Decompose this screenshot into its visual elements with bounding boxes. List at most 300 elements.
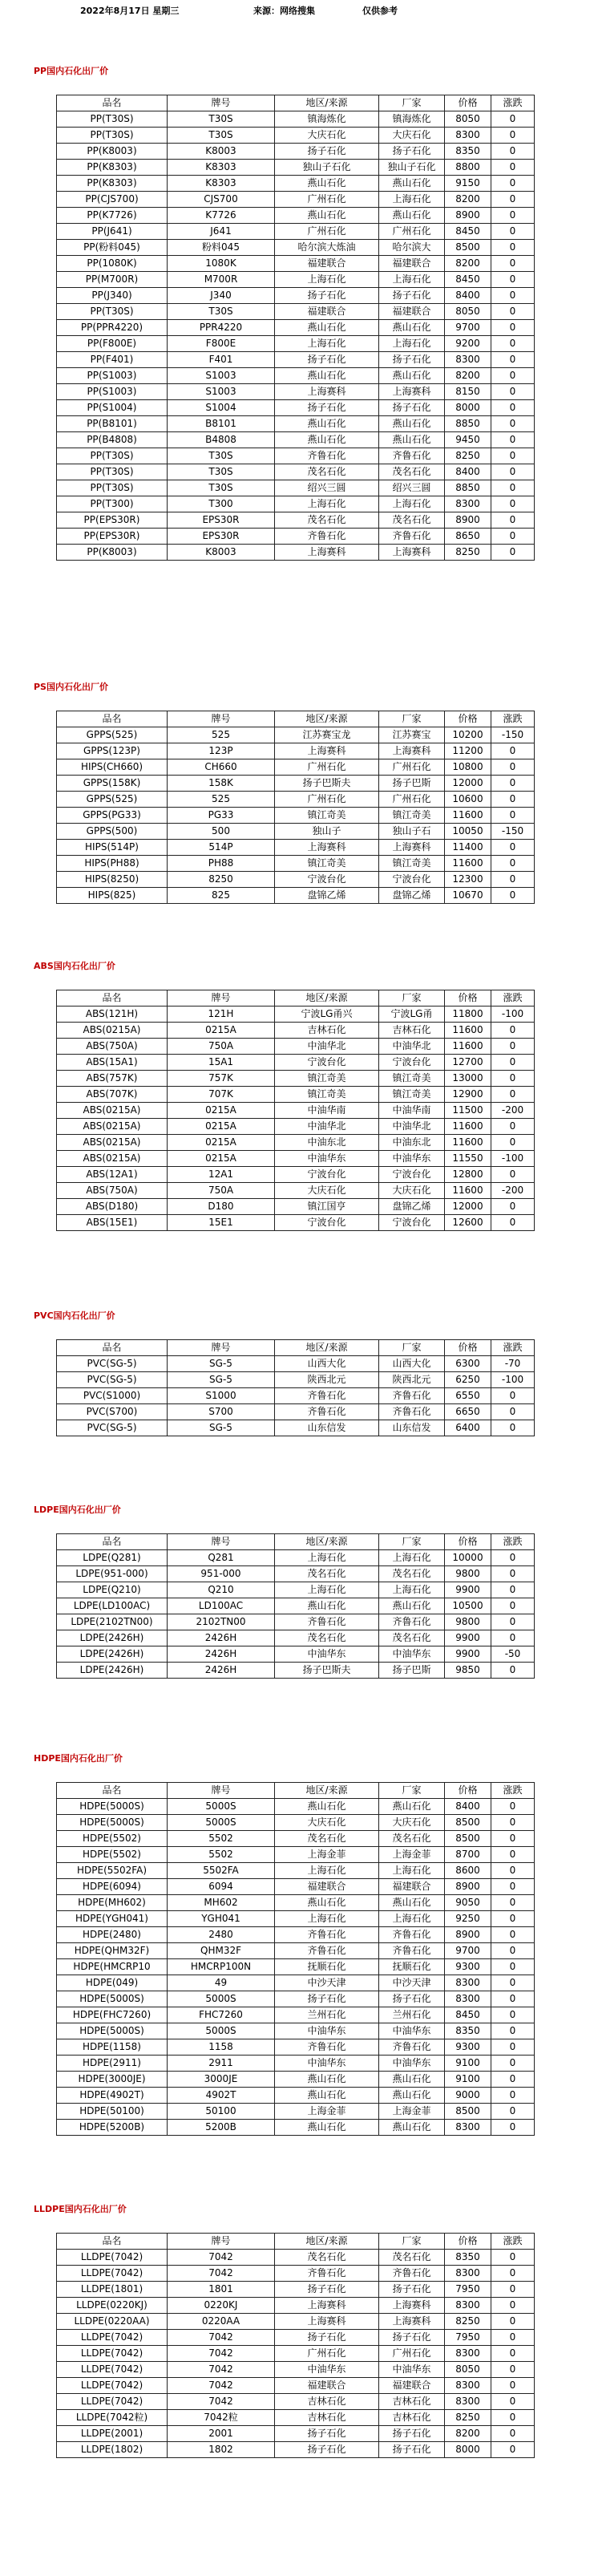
grade-cell: 50100 (168, 2104, 275, 2120)
manufacturer-cell: 上海石化 (379, 1911, 445, 1927)
grade-cell: 0215A (168, 1151, 275, 1167)
region-source-cell: 齐鲁石化 (275, 2266, 379, 2282)
manufacturer-cell: 镇江奇美 (379, 856, 445, 872)
region-source-cell: 中沙天津 (275, 1975, 379, 1991)
grade-cell: S1004 (168, 400, 275, 416)
grade-cell: 1080K (168, 256, 275, 272)
region-source-cell: 上海石化 (275, 336, 379, 352)
product-name-cell: ABS(15A1) (57, 1055, 168, 1071)
manufacturer-cell: 镇海炼化 (379, 111, 445, 128)
grade-cell: J340 (168, 288, 275, 304)
product-name-cell: LDPE(2426H) (57, 1630, 168, 1646)
manufacturer-cell: 齐鲁石化 (379, 1404, 445, 1420)
manufacturer-cell: 广州石化 (379, 224, 445, 240)
table-row (57, 2410, 535, 2426)
manufacturer-cell: 上海赛科 (379, 2314, 445, 2330)
change-cell: 0 (491, 743, 535, 759)
product-name-cell: PVC(SG-5) (57, 1372, 168, 1388)
product-name-cell: PP(J340) (57, 288, 168, 304)
table-row (57, 824, 535, 840)
section-title: PS国内石化出厂价 (34, 682, 108, 692)
table-row (57, 743, 535, 759)
grade-cell: T30S (168, 128, 275, 144)
table-row (57, 480, 535, 496)
manufacturer-cell: 齐鲁石化 (379, 448, 445, 464)
manufacturer-cell: 抚顺石化 (379, 1959, 445, 1975)
table-row (57, 529, 535, 545)
change-cell: 0 (491, 496, 535, 512)
grade-cell: 2102TN00 (168, 1614, 275, 1630)
table-row (57, 759, 535, 776)
price-cell: 8850 (445, 416, 491, 432)
change-cell: 0 (491, 1388, 535, 1404)
table-row (57, 2088, 535, 2104)
change-cell: -100 (491, 1372, 535, 1388)
change-cell: 0 (491, 2330, 535, 2346)
change-cell: 0 (491, 1598, 535, 1614)
grade-cell: 1802 (168, 2442, 275, 2458)
product-name-cell: HDPE(5000S) (57, 1991, 168, 2007)
product-name-cell: HIPS(825) (57, 888, 168, 904)
manufacturer-cell: 上海金菲 (379, 1847, 445, 1863)
manufacturer-cell: 燕山石化 (379, 416, 445, 432)
region-source-cell: 燕山石化 (275, 1799, 379, 1815)
change-cell: 0 (491, 2442, 535, 2458)
change-cell: -100 (491, 1007, 535, 1023)
change-cell: 0 (491, 1630, 535, 1646)
table-row (57, 192, 535, 208)
table-row (57, 872, 535, 888)
change-cell: 0 (491, 2039, 535, 2056)
region-source-cell: 上海石化 (275, 496, 379, 512)
price-cell: 10600 (445, 792, 491, 808)
change-cell: 0 (491, 384, 535, 400)
price-cell: 8300 (445, 352, 491, 368)
region-source-cell: 宁波台化 (275, 872, 379, 888)
table-row (57, 1103, 535, 1119)
change-cell: 0 (491, 2007, 535, 2023)
price-cell: 8300 (445, 2298, 491, 2314)
table-row (57, 2330, 535, 2346)
grade-cell: F800E (168, 336, 275, 352)
grade-cell: 7042 (168, 2378, 275, 2394)
price-cell: 11600 (445, 1039, 491, 1055)
price-table (56, 95, 535, 561)
manufacturer-cell: 扬子石化 (379, 144, 445, 160)
change-cell: 0 (491, 808, 535, 824)
table-row (57, 2039, 535, 2056)
grade-cell: 5200B (168, 2120, 275, 2136)
grade-cell: LD100AC (168, 1598, 275, 1614)
manufacturer-cell: 扬子石化 (379, 2426, 445, 2442)
region-source-cell: 中油华南 (275, 1103, 379, 1119)
region-source-cell: 福建联合 (275, 2378, 379, 2394)
region-source-cell: 茂名石化 (275, 512, 379, 529)
manufacturer-cell: 上海石化 (379, 1863, 445, 1879)
manufacturer-cell: 燕山石化 (379, 2088, 445, 2104)
change-cell: 0 (491, 176, 535, 192)
manufacturer-cell: 燕山石化 (379, 1799, 445, 1815)
product-name-cell: PVC(SG-5) (57, 1356, 168, 1372)
product-name-cell: LLDPE(7042) (57, 2266, 168, 2282)
price-cell: 11600 (445, 808, 491, 824)
change-cell: 0 (491, 1975, 535, 1991)
change-cell: 0 (491, 2250, 535, 2266)
manufacturer-cell: 中油华北 (379, 1119, 445, 1135)
price-cell: 8150 (445, 384, 491, 400)
product-name-cell: HIPS(PH88) (57, 856, 168, 872)
change-cell: -50 (491, 1646, 535, 1663)
product-name-cell: PP(K8003) (57, 545, 168, 561)
product-name-cell: PP(T300) (57, 496, 168, 512)
grade-cell: PG33 (168, 808, 275, 824)
product-name-cell: PP(PPR4220) (57, 320, 168, 336)
table-header-row (57, 1534, 535, 1550)
manufacturer-cell: 燕山石化 (379, 1598, 445, 1614)
grade-cell: 1158 (168, 2039, 275, 2056)
manufacturer-cell: 江苏赛宝 (379, 727, 445, 743)
column-header: 价格 (445, 711, 491, 727)
grade-cell: SG-5 (168, 1356, 275, 1372)
product-name-cell: PVC(S1000) (57, 1388, 168, 1404)
change-cell: 0 (491, 2266, 535, 2282)
grade-cell: 2426H (168, 1663, 275, 1679)
region-source-cell: 中油华东 (275, 1646, 379, 1663)
table-row (57, 1799, 535, 1815)
manufacturer-cell: 福建联合 (379, 2378, 445, 2394)
product-name-cell: HDPE(4902T) (57, 2088, 168, 2104)
table-row (57, 2378, 535, 2394)
region-source-cell: 齐鲁石化 (275, 1614, 379, 1630)
grade-cell: 750A (168, 1039, 275, 1055)
region-source-cell: 广州石化 (275, 759, 379, 776)
manufacturer-cell: 上海石化 (379, 1550, 445, 1566)
product-name-cell: LLDPE(0220KJ) (57, 2298, 168, 2314)
section-title: LLDPE国内石化出厂价 (34, 2204, 127, 2214)
grade-cell: 5502 (168, 1847, 275, 1863)
table-row (57, 160, 535, 176)
grade-cell: K8303 (168, 176, 275, 192)
region-source-cell: 燕山石化 (275, 320, 379, 336)
manufacturer-cell: 独山子石 (379, 824, 445, 840)
grade-cell: 粉料045 (168, 240, 275, 256)
price-cell: 9250 (445, 1911, 491, 1927)
grade-cell: T30S (168, 464, 275, 480)
region-source-cell: 镇江奇美 (275, 856, 379, 872)
product-name-cell: LDPE(2426H) (57, 1663, 168, 1679)
manufacturer-cell: 陕西北元 (379, 1372, 445, 1388)
product-name-cell: HDPE(FHC7260) (57, 2007, 168, 2023)
manufacturer-cell: 扬子石化 (379, 400, 445, 416)
change-cell: 0 (491, 1071, 535, 1087)
product-name-cell: PP(EPS30R) (57, 512, 168, 529)
grade-cell: K7726 (168, 208, 275, 224)
price-cell: 8500 (445, 1815, 491, 1831)
region-source-cell: 宁波台化 (275, 1055, 379, 1071)
region-source-cell: 茂名石化 (275, 464, 379, 480)
manufacturer-cell: 吉林石化 (379, 1023, 445, 1039)
table-row (57, 1831, 535, 1847)
change-cell: 0 (491, 2426, 535, 2442)
region-source-cell: 吉林石化 (275, 2410, 379, 2426)
product-name-cell: LLDPE(1802) (57, 2442, 168, 2458)
table-row (57, 128, 535, 144)
price-cell: 8350 (445, 2250, 491, 2266)
table-row (57, 1630, 535, 1646)
column-header: 牌号 (168, 1534, 275, 1550)
price-cell: 8450 (445, 224, 491, 240)
table-row (57, 1119, 535, 1135)
grade-cell: T30S (168, 448, 275, 464)
manufacturer-cell: 上海赛科 (379, 384, 445, 400)
product-name-cell: PP(T30S) (57, 128, 168, 144)
region-source-cell: 扬子石化 (275, 352, 379, 368)
column-header: 地区/来源 (275, 1783, 379, 1799)
region-source-cell: 盘锦乙烯 (275, 888, 379, 904)
price-cell: 8300 (445, 2266, 491, 2282)
region-source-cell: 扬子石化 (275, 2282, 379, 2298)
table-row (57, 1847, 535, 1863)
price-cell: 11600 (445, 856, 491, 872)
grade-cell: CJS700 (168, 192, 275, 208)
product-name-cell: PP(K8303) (57, 160, 168, 176)
table-row (57, 448, 535, 464)
manufacturer-cell: 燕山石化 (379, 208, 445, 224)
change-cell: 0 (491, 192, 535, 208)
change-cell: 0 (491, 2023, 535, 2039)
table-row (57, 1815, 535, 1831)
price-cell: 9200 (445, 336, 491, 352)
table-row (57, 384, 535, 400)
price-cell: 8900 (445, 1879, 491, 1895)
product-name-cell: GPPS(500) (57, 824, 168, 840)
table-row (57, 1943, 535, 1959)
product-name-cell: PP(T30S) (57, 464, 168, 480)
grade-cell: 757K (168, 1071, 275, 1087)
column-header: 厂家 (379, 1340, 445, 1356)
price-cell: 9050 (445, 1895, 491, 1911)
table-row (57, 1404, 535, 1420)
manufacturer-cell: 中油华北 (379, 1039, 445, 1055)
product-name-cell: HDPE(5502) (57, 1831, 168, 1847)
section-title: HDPE国内石化出厂价 (34, 1753, 123, 1764)
manufacturer-cell: 中油华东 (379, 2362, 445, 2378)
product-name-cell: HDPE(5000S) (57, 2023, 168, 2039)
change-cell: 0 (491, 464, 535, 480)
grade-cell: B4808 (168, 432, 275, 448)
column-header: 价格 (445, 95, 491, 111)
grade-cell: 5000S (168, 1799, 275, 1815)
change-cell: 0 (491, 840, 535, 856)
price-cell: 8500 (445, 1831, 491, 1847)
change-cell: 0 (491, 2282, 535, 2298)
price-cell: 9850 (445, 1663, 491, 1679)
price-cell: 11550 (445, 1151, 491, 1167)
grade-cell: F401 (168, 352, 275, 368)
change-cell: 0 (491, 1831, 535, 1847)
price-cell: 12000 (445, 776, 491, 792)
column-header: 品名 (57, 990, 168, 1007)
price-cell: 13000 (445, 1071, 491, 1087)
column-header: 地区/来源 (275, 990, 379, 1007)
change-cell: 0 (491, 432, 535, 448)
change-cell: 0 (491, 1167, 535, 1183)
change-cell: 0 (491, 2088, 535, 2104)
change-cell: 0 (491, 272, 535, 288)
table-row (57, 208, 535, 224)
price-cell: 8200 (445, 2426, 491, 2442)
region-source-cell: 福建联合 (275, 1879, 379, 1895)
table-row (57, 1199, 535, 1215)
change-cell: 0 (491, 288, 535, 304)
product-name-cell: HDPE(5000S) (57, 1815, 168, 1831)
price-cell: 8250 (445, 545, 491, 561)
table-row (57, 1055, 535, 1071)
price-cell: 9900 (445, 1646, 491, 1663)
manufacturer-cell: 扬子巴斯 (379, 1663, 445, 1679)
region-source-cell: 中油华东 (275, 2023, 379, 2039)
manufacturer-cell: 齐鲁石化 (379, 2039, 445, 2056)
table-row (57, 352, 535, 368)
product-name-cell: ABS(0215A) (57, 1023, 168, 1039)
change-cell: 0 (491, 240, 535, 256)
table-row (57, 304, 535, 320)
manufacturer-cell: 燕山石化 (379, 2072, 445, 2088)
region-source-cell: 镇江奇美 (275, 1071, 379, 1087)
region-source-cell: 福建联合 (275, 256, 379, 272)
grade-cell: 0215A (168, 1119, 275, 1135)
region-source-cell: 镇江奇美 (275, 808, 379, 824)
table-row (57, 1879, 535, 1895)
page-header (0, 2, 594, 18)
manufacturer-cell: 大庆石化 (379, 128, 445, 144)
product-name-cell: GPPS(158K) (57, 776, 168, 792)
column-header: 涨跌 (491, 2234, 535, 2250)
price-cell: 11500 (445, 1103, 491, 1119)
price-cell: 8300 (445, 2120, 491, 2136)
column-header: 牌号 (168, 2234, 275, 2250)
grade-cell: HMCRP100N (168, 1959, 275, 1975)
region-source-cell: 扬子石化 (275, 288, 379, 304)
change-cell: 0 (491, 1199, 535, 1215)
product-name-cell: PVC(SG-5) (57, 1420, 168, 1436)
table-row (57, 2007, 535, 2023)
product-name-cell: LDPE(2102TN00) (57, 1614, 168, 1630)
product-name-cell: ABS(15E1) (57, 1215, 168, 1231)
product-name-cell: PP(EPS30R) (57, 529, 168, 545)
price-cell: 8500 (445, 2104, 491, 2120)
change-cell: 0 (491, 1614, 535, 1630)
table-row (57, 256, 535, 272)
manufacturer-cell: 扬子石化 (379, 2282, 445, 2298)
region-source-cell: 广州石化 (275, 192, 379, 208)
grade-cell: 0215A (168, 1103, 275, 1119)
price-table (56, 1533, 535, 1679)
product-name-cell: PP(J641) (57, 224, 168, 240)
column-header: 厂家 (379, 95, 445, 111)
grade-cell: 951-000 (168, 1566, 275, 1582)
product-name-cell: LLDPE(1801) (57, 2282, 168, 2298)
grade-cell: 7042 (168, 2250, 275, 2266)
product-name-cell: LDPE(Q281) (57, 1550, 168, 1566)
grade-cell: 7042粒 (168, 2410, 275, 2426)
product-name-cell: GPPS(525) (57, 727, 168, 743)
price-cell: 12900 (445, 1087, 491, 1103)
price-cell: 9800 (445, 1614, 491, 1630)
change-cell: 0 (491, 1895, 535, 1911)
table-row (57, 1356, 535, 1372)
column-header: 价格 (445, 990, 491, 1007)
manufacturer-cell: 茂名石化 (379, 512, 445, 529)
region-source-cell: 上海石化 (275, 1550, 379, 1566)
product-name-cell: LLDPE(0220AA) (57, 2314, 168, 2330)
price-cell: 8200 (445, 368, 491, 384)
region-source-cell: 吉林石化 (275, 2394, 379, 2410)
price-cell: 8200 (445, 192, 491, 208)
region-source-cell: 上海石化 (275, 1863, 379, 1879)
grade-cell: 5502FA (168, 1863, 275, 1879)
change-cell: -100 (491, 1151, 535, 1167)
region-source-cell: 独山子石化 (275, 160, 379, 176)
price-cell: 11600 (445, 1183, 491, 1199)
table-row (57, 1646, 535, 1663)
product-name-cell: PP(F800E) (57, 336, 168, 352)
change-cell: 0 (491, 1663, 535, 1679)
region-source-cell: 镇江奇美 (275, 1087, 379, 1103)
column-header: 品名 (57, 2234, 168, 2250)
change-cell: 0 (491, 1815, 535, 1831)
manufacturer-cell: 大庆石化 (379, 1183, 445, 1199)
grade-cell: QHM32F (168, 1943, 275, 1959)
grade-cell: 525 (168, 727, 275, 743)
region-source-cell: 燕山石化 (275, 416, 379, 432)
grade-cell: PPR4220 (168, 320, 275, 336)
manufacturer-cell: 上海金菲 (379, 2104, 445, 2120)
region-source-cell: 上海赛科 (275, 545, 379, 561)
product-name-cell: LDPE(2426H) (57, 1646, 168, 1663)
table-row (57, 432, 535, 448)
price-cell: 8250 (445, 2314, 491, 2330)
column-header: 涨跌 (491, 1534, 535, 1550)
region-source-cell: 镇海炼化 (275, 111, 379, 128)
change-cell: 0 (491, 400, 535, 416)
price-cell: 9100 (445, 2056, 491, 2072)
manufacturer-cell: 宁波LG甬 (379, 1007, 445, 1023)
price-cell: 9800 (445, 1566, 491, 1582)
grade-cell: 525 (168, 792, 275, 808)
region-source-cell: 上海赛科 (275, 743, 379, 759)
grade-cell: FHC7260 (168, 2007, 275, 2023)
manufacturer-cell: 中油华东 (379, 1646, 445, 1663)
table-row (57, 1087, 535, 1103)
region-source-cell: 上海金菲 (275, 1847, 379, 1863)
change-cell: 0 (491, 1055, 535, 1071)
column-header: 价格 (445, 1340, 491, 1356)
change-cell: 0 (491, 1927, 535, 1943)
product-name-cell: LLDPE(7042粒) (57, 2410, 168, 2426)
table-row (57, 2426, 535, 2442)
section-title: PVC国内石化出厂价 (34, 1310, 115, 1321)
price-cell: 8200 (445, 256, 491, 272)
table-row (57, 840, 535, 856)
change-cell: 0 (491, 856, 535, 872)
manufacturer-cell: 广州石化 (379, 2346, 445, 2362)
grade-cell: T30S (168, 304, 275, 320)
change-cell: 0 (491, 1566, 535, 1582)
region-source-cell: 齐鲁石化 (275, 1927, 379, 1943)
grade-cell: 7042 (168, 2266, 275, 2282)
product-name-cell: ABS(D180) (57, 1199, 168, 1215)
